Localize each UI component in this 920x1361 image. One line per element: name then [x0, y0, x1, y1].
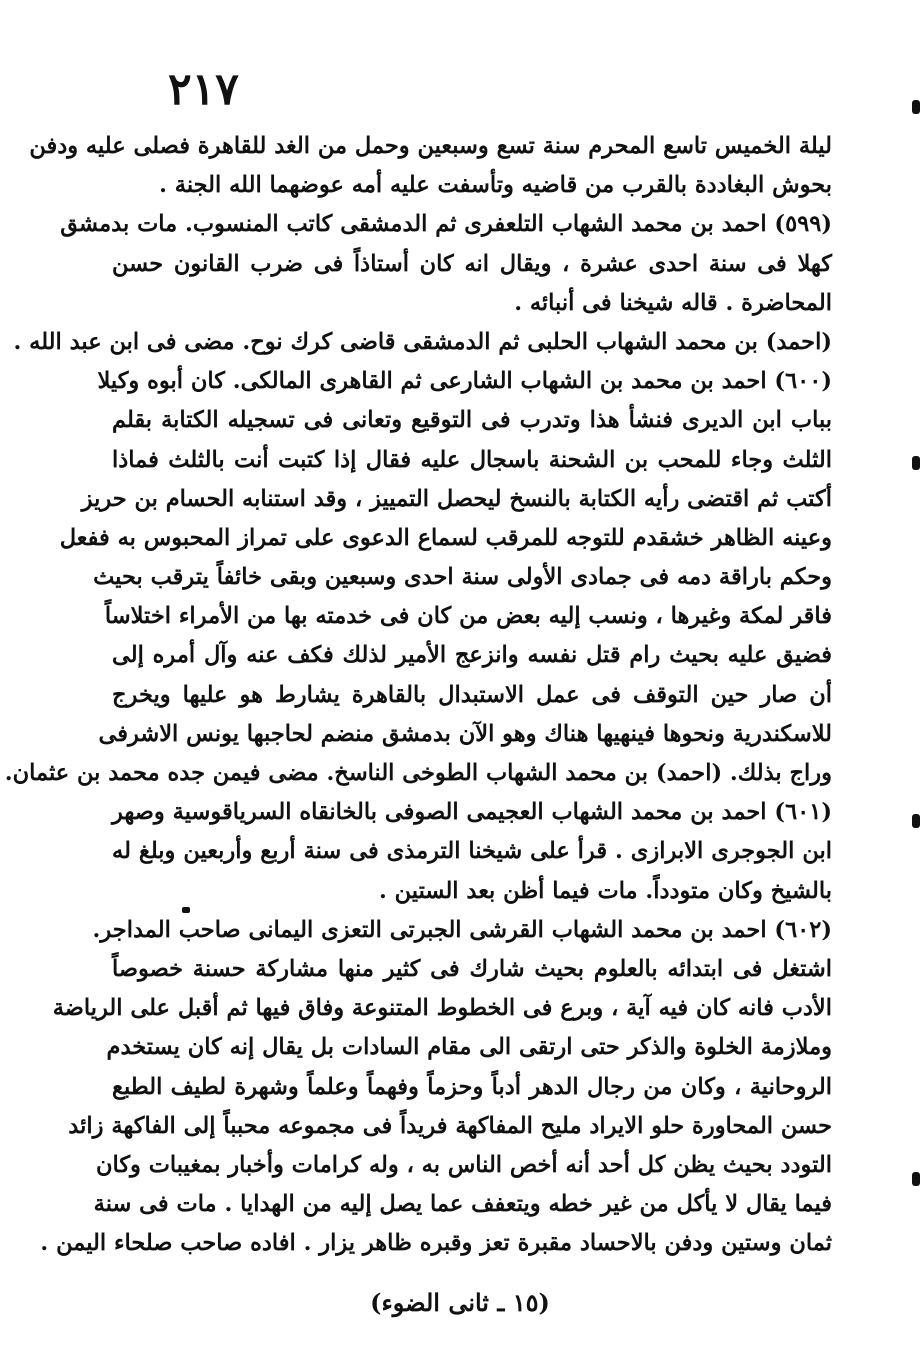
- text-line: المحاضرة . قاله شيخنا فى أنبائه .: [514, 289, 832, 316]
- text-line: (٦٠٢) احمد بن محمد الشهاب القرشى الجبرتى التعزى اليمانى صاحب المداجر.: [92, 916, 832, 943]
- text-line: بباب ابن الديرى فنشأ هذا وتدرب فى التوقيع وتعانى فى تسجيله الكتابة بقلم: [112, 407, 832, 434]
- text-line: كهلا فى سنة احدى عشرة ، ويقال انه كان أستاذاً فى ضرب القانون حسن: [112, 250, 832, 277]
- margin-mark: [912, 100, 920, 114]
- text-line: وحكم باراقة دمه فى جمادى الأولى سنة احدى وسبعين وبقى خائفاً يترقب بحيث: [93, 564, 832, 591]
- text-line: للاسكندرية ونحوها فينهيها هناك وهو الآن بدمشق منضم لحاجبها يونس الاشرفى: [98, 720, 832, 747]
- text-line: ابن الجوجرى الابرازى . قرأ على شيخنا الترمذى فى سنة أربع وأربعين وبلغ له: [112, 838, 832, 865]
- text-line: ليلة الخميس تاسع المحرم سنة تسع وسبعين وحمل من الغد للقاهرة فصلى عليه ودفن: [29, 133, 832, 159]
- margin-mark: [912, 1172, 920, 1186]
- body-text: [4, 127, 832, 1263]
- text-line: فاقر لمكة وغيرها ، ونسب إليه بعض من كان فى خدمته بها من الأمراء اختلاساً: [104, 603, 832, 630]
- text-line: فيما يقال لا يأكل من غير خطه ويتعفف عما يصل إليه من الهدايا . مات فى سنة: [93, 1191, 832, 1218]
- text-line: اشتغل فى ابتدائه بالعلوم بحيث شارك فى كثير منها مشاركة حسنة خصوصاً: [112, 955, 832, 982]
- text-line: ثمان وستين ودفن بالاحساد مقبرة تعز وقبره ظاهر يزار . افاده صاحب صلحاء اليمن .: [40, 1230, 832, 1257]
- text-line: أكتب ثم اقتضى رأيه الكتابة بالنسخ ليحصل التمييز ، وقد استنابه الحسام بن حريز: [81, 485, 832, 512]
- text-line: الثلث وجاء للمحب بن الشحنة باسجال عليه فقال إذا كتبت أنت بالثلث فماذا: [112, 446, 832, 473]
- text-line: (٦٠٠) احمد بن محمد بن الشهاب الشارعى ثم القاهرى المالكى. كان أبوه وكيلا: [97, 368, 832, 395]
- text-line: الروحانية ، وكان من رجال الدهر أدباً وحزماً وفهماً وعلماً وشهرة لطيف الطبع: [112, 1073, 832, 1100]
- text-line: بالشيخ وكان متودداً. مات فيما أظن بعد الستين .: [379, 877, 832, 904]
- text-line: بحوش البغاددة بالقرب من قاضيه وتأسفت عليه أمه عوضهما الله الجنة .: [159, 172, 832, 199]
- text-line: وعينه الظاهر خشقدم للتوجه للمرقب لسماع الدعوى على تمراز المحبوس به ففعل: [59, 524, 832, 551]
- text-line: أن صار حين التوقف فى عمل الاستبدال بالقاهرة يشارط هو عليها ويخرج: [112, 681, 832, 708]
- page-number: ٢١٧: [168, 64, 239, 115]
- margin-mark: [912, 456, 920, 470]
- ink-dot: [182, 907, 190, 913]
- text-line: (٦٠١) احمد بن محمد الشهاب العجيمى الصوفى بالخانقاه السرياقوسية وصهر: [112, 799, 832, 826]
- text-line: وراج بذلك. (احمد) بن محمد الشهاب الطوخى الناسخ. مضى فيمن جده محمد بن عثمان.: [4, 760, 832, 786]
- text-line: (احمد) بن محمد الشهاب الحلبى ثم الدمشقى قاضى كرك نوح. مضى فى ابن عبد الله .: [13, 328, 832, 355]
- text-line: حسن المحاورة حلو الايراد مليح المفاكهة فريداً فى مجموعه محبباً إلى الفاكهة زائد: [68, 1112, 832, 1139]
- text-line: الأدب فانه كان فيه آية ، وبرع فى الخطوط المتنوعة وفاق فيها ثم أقبل على الرياضة: [52, 995, 832, 1022]
- text-line: (٥٩٩) احمد بن محمد الشهاب التلعفرى ثم الدمشقى كاتب المنسوب. مات بدمشق: [60, 211, 832, 238]
- text-line: وملازمة الخلوة والذكر حتى ارتقى الى مقام السادات بل يقال إنه كان يستخدم: [106, 1034, 832, 1061]
- margin-mark: [912, 814, 920, 828]
- text-line: التودد بحيث يظن كل أحد أنه أخص الناس به ، وله كرامات وأخبار بمغيبات وكان: [95, 1151, 832, 1178]
- text-line: فضيق عليه بحيث رام قتل نفسه وانزعج الأمير لذلك فكف عنه وآل أمره إلى: [112, 642, 832, 669]
- page-footer: (١٥ ـ ثانى الضوء): [370, 1288, 550, 1317]
